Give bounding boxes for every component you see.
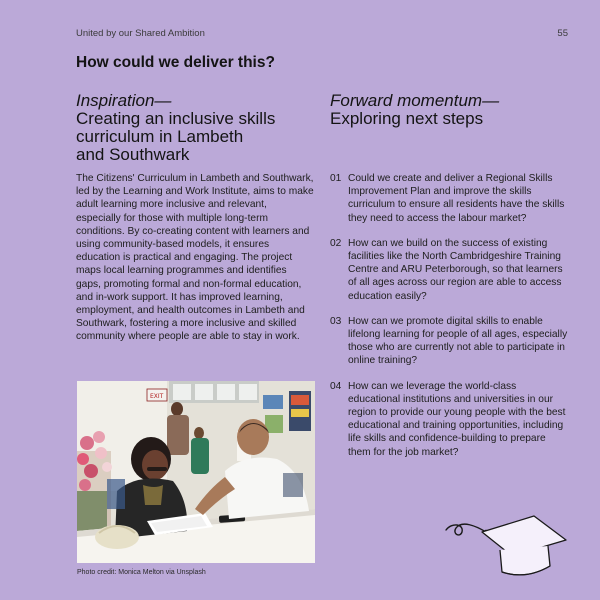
list-item [330, 172, 570, 225]
inspiration-heading [76, 92, 316, 164]
step-number: 04 [330, 380, 342, 392]
classroom-photo [77, 381, 315, 563]
graduation-cap-icon [442, 510, 570, 582]
step-text: How can we promote digital skills to enable lifelong learning for people of all ages, especially those who are currently not able to participate in online training? [348, 315, 568, 367]
step-number: 01 [330, 173, 342, 184]
list-item [330, 315, 570, 368]
list-item [330, 237, 570, 303]
step-text: Could we create and deliver a Regional Skills Improvement Plan and improve the skills curriculum to ensure all residents have the skills they need to access the labour market? [348, 173, 565, 224]
heading-line: and Southwark [76, 145, 190, 164]
heading-line: Creating an inclusive skills [76, 109, 276, 128]
section-title: How could we deliver this? [76, 54, 275, 71]
forward-momentum-kicker: Forward momentum— [330, 91, 500, 110]
step-text: How can we build on the success of existing facilities like the North Cambridgeshire Training Centre and ARU Peterborough, so that learners of all ages across our region are able to access education easily? [348, 237, 563, 302]
list-item [330, 380, 570, 459]
forward-momentum-heading [330, 92, 570, 128]
step-text: How can we leverage the world-class educational institutions and universities in our region to provide our young people with the best educational and training opportunities, including life skills and confidence-building to prepare them for the job market? [348, 380, 566, 458]
inspiration-body: The Citizens' Curriculum in Lambeth and Southwark, led by the Learning and Work Institute, aims to make adult learning more inclusive and relevant, especially for those with multiple long-term conditions. By co-creating content with learners and using community-based models, it ensures education is practical and engaging. The project maps local learning programmes and identifies gaps, promoting formal and non-formal education, and in-work support. It has improved learning, employment, and health outcomes in Lambeth and Southwark, fostering a more inclusive and skilled community where people are able to stay in work. [76, 173, 314, 343]
inspiration-kicker: Inspiration— [76, 91, 172, 110]
photo-credit: Photo credit: Monica Melton via Unsplash [77, 569, 206, 576]
next-steps-list [330, 172, 570, 471]
exit-sign: EXIT [150, 393, 164, 400]
running-head: United by our Shared Ambition [76, 28, 205, 39]
heading-line: Exploring next steps [330, 109, 484, 128]
heading-line: curriculum in Lambeth [76, 127, 244, 146]
step-number: 03 [330, 315, 342, 327]
page-number: 55 [557, 28, 568, 39]
step-number: 02 [330, 237, 342, 249]
classroom-photo-illustration [77, 381, 315, 563]
